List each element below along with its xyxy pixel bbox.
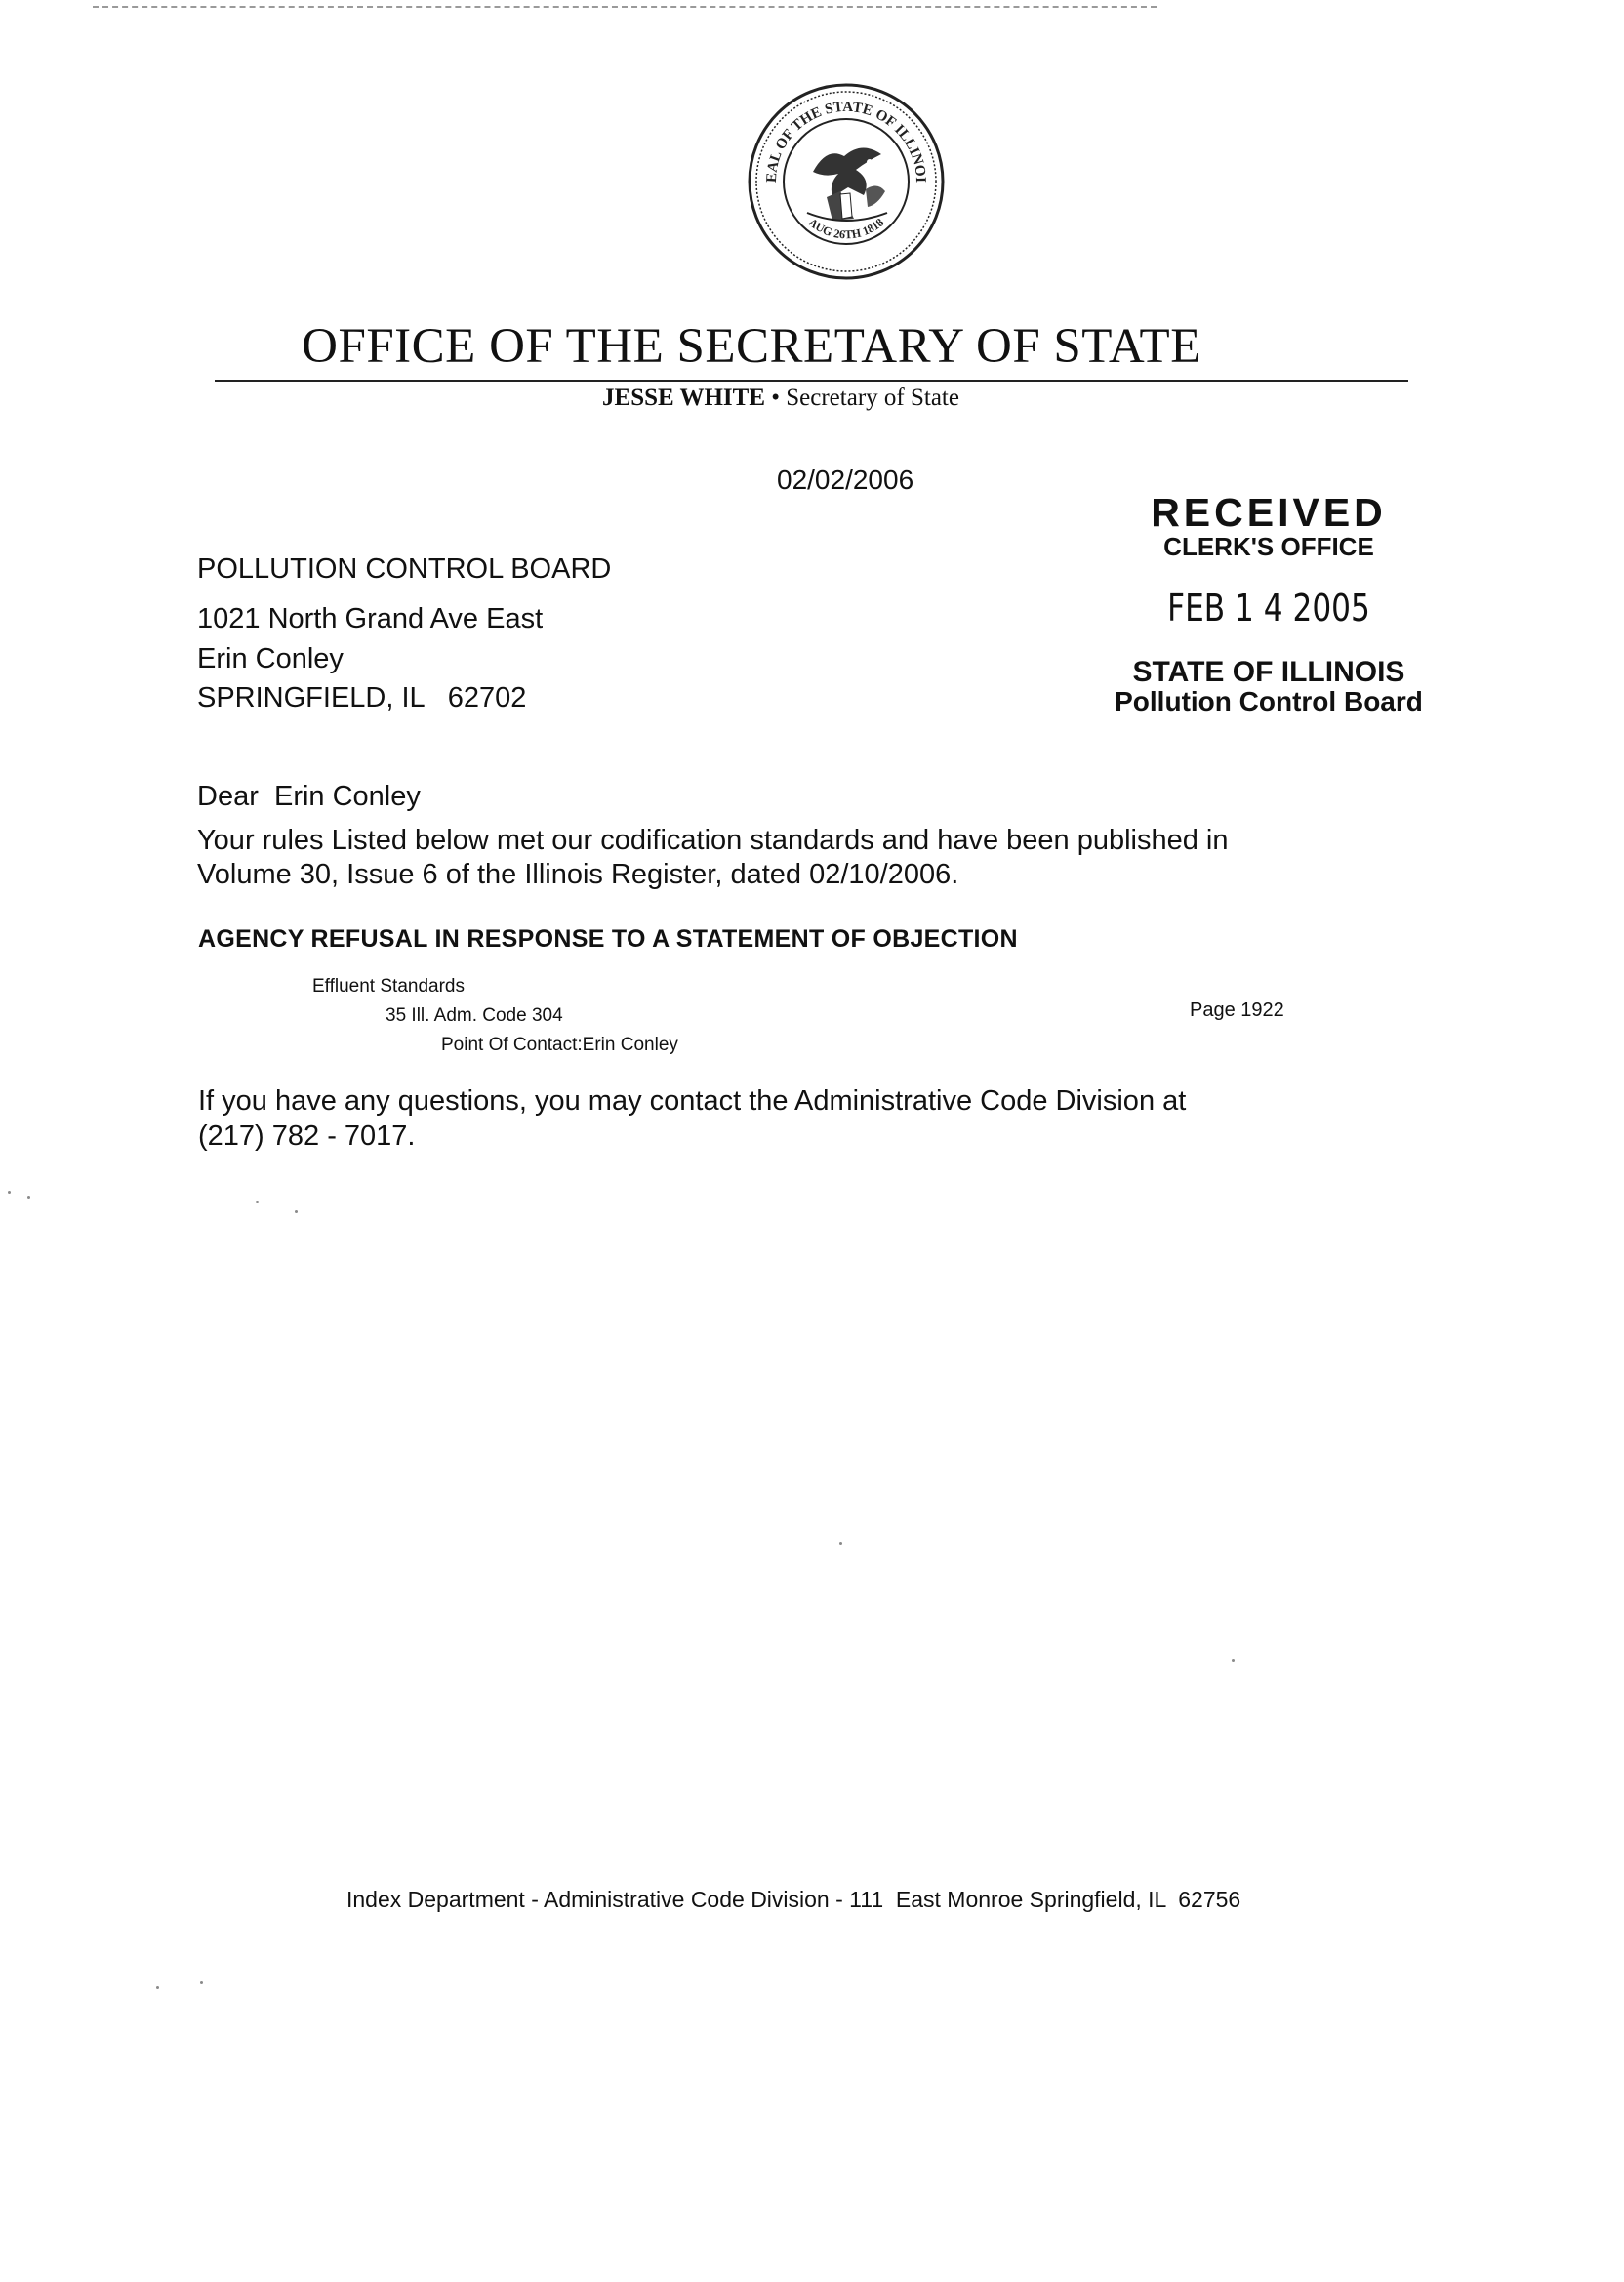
scan-speck (295, 1210, 298, 1213)
scan-speck (27, 1196, 30, 1199)
seal-date-text: AUG 26TH 1818 (805, 215, 887, 242)
contact-line-1: If you have any questions, you may contact the Administrative Code Division at (198, 1085, 1187, 1117)
footer-address: Index Department - Administrative Code Division - 111 East Monroe Springfield, IL 62756 (346, 1887, 1241, 1912)
scan-speck (839, 1542, 842, 1545)
scan-speck (256, 1201, 259, 1203)
rule-page: Page 1922 (1190, 999, 1284, 1021)
secretary-name: JESSE WHITE (602, 385, 765, 411)
stamp-board: Pollution Control Board (1115, 686, 1423, 716)
title-divider (215, 380, 1408, 382)
contact-paragraph (198, 1083, 1330, 1154)
seal-ring-text: EAL OF THE STATE OF ILLINOI (763, 99, 929, 183)
received-stamp (1093, 491, 1444, 716)
contact-line-2: (217) 782 - 7017. (198, 1121, 416, 1152)
office-title: OFFICE OF THE SECRETARY OF STATE (302, 319, 1201, 374)
scan-speck (200, 1981, 203, 1984)
recipient-city: SPRINGFIELD, IL 62702 (197, 682, 527, 713)
scan-speck (1232, 1659, 1235, 1662)
recipient-street: 1021 North Grand Ave East (197, 603, 544, 634)
body-line-2: Volume 30, Issue 6 of the Illinois Register, dated 02/10/2006. (197, 859, 959, 890)
salutation: Dear Erin Conley (197, 781, 421, 812)
scan-speck (8, 1191, 11, 1194)
stamp-clerk-office: CLERK'S OFFICE (1163, 532, 1374, 561)
secretary-title: Secretary of State (786, 385, 959, 411)
recipient-person: Erin Conley (197, 643, 344, 674)
state-of-illinois-seal-icon (747, 82, 946, 281)
secretary-line (508, 385, 1054, 412)
rule-category: Effluent Standards (312, 976, 465, 997)
body-line-1: Your rules Listed below met our codification standards and have been published in (197, 825, 1229, 856)
scan-top-edge (93, 6, 1157, 8)
secretary-separator: • (771, 385, 781, 411)
stamp-date: FEB 1 4 2005 (1167, 587, 1370, 630)
stamp-state: STATE OF ILLINOIS (1132, 656, 1405, 688)
letter-date: 02/02/2006 (777, 465, 914, 495)
body-paragraph (197, 824, 1329, 892)
stamp-received: RECEIVED (1151, 490, 1387, 535)
rule-code: 35 Ill. Adm. Code 304 (386, 1005, 563, 1026)
refusal-heading: AGENCY REFUSAL IN RESPONSE TO A STATEMENT OF OBJECTION (198, 925, 1018, 953)
scan-speck (156, 1986, 159, 1989)
rule-contact: Point Of Contact:Erin Conley (441, 1035, 678, 1055)
recipient-organization: POLLUTION CONTROL BOARD (197, 553, 612, 585)
